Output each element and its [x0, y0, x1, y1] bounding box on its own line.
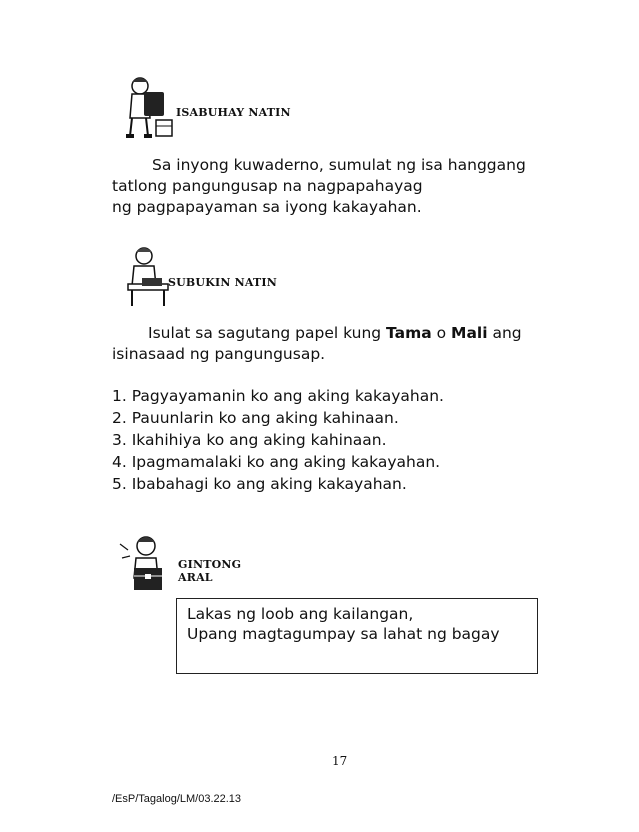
mali-label: Mali — [451, 324, 488, 342]
section-title-isabuhay: ISABUHAY NATIN — [176, 106, 291, 119]
list-item: 4. Ipagmamalaki ko ang aking kakayahan. — [112, 453, 441, 471]
list-item: 5. Ibabahagi ko ang aking kakayahan. — [112, 475, 407, 493]
list-item: 3. Ikahihiya ko ang aking kahinaan. — [112, 431, 387, 449]
gintong-aral-box — [176, 598, 538, 674]
list-item: 2. Pauunlarin ko ang aking kahinaan. — [112, 409, 399, 427]
gintong-aral-line-2: Upang magtagumpay sa lahat ng bagay — [187, 625, 500, 643]
isabuhay-line-1: Sa inyong kuwaderno, sumulat ng isa hanggang — [152, 156, 526, 174]
subukin-instruction-line-1 — [112, 323, 582, 344]
subukin-instruction-line-2: isinasaad ng pangungusap. — [112, 345, 326, 363]
isabuhay-line-3: ng pagpapayaman sa iyong kakayahan. — [112, 198, 422, 216]
gintong-aral-line-1: Lakas ng loob ang kailangan, — [187, 605, 414, 623]
instruction-middle: o — [431, 324, 452, 342]
section-title-gintong-line-1: GINTONG — [178, 558, 242, 571]
child-carrying-books-icon — [118, 74, 178, 142]
section-title-gintong-line-2: ARAL — [178, 571, 213, 584]
child-with-treasure-chest-icon — [116, 532, 182, 598]
isabuhay-paragraph — [112, 155, 582, 218]
isabuhay-line-2: tatlong pangungusap na nagpapahayag — [112, 177, 423, 195]
list-item: 1. Pagyayamanin ko ang aking kakayahan. — [112, 387, 444, 405]
instruction-suffix: ang — [487, 324, 522, 342]
page-number: 17 — [332, 754, 348, 768]
tama-label: Tama — [386, 324, 432, 342]
subukin-instruction — [112, 323, 582, 365]
section-title-subukin: SUBUKIN NATIN — [168, 276, 277, 289]
document-code: /EsP/Tagalog/LM/03.22.13 — [112, 793, 242, 805]
instruction-prefix: Isulat sa sagutang papel kung — [148, 324, 387, 342]
